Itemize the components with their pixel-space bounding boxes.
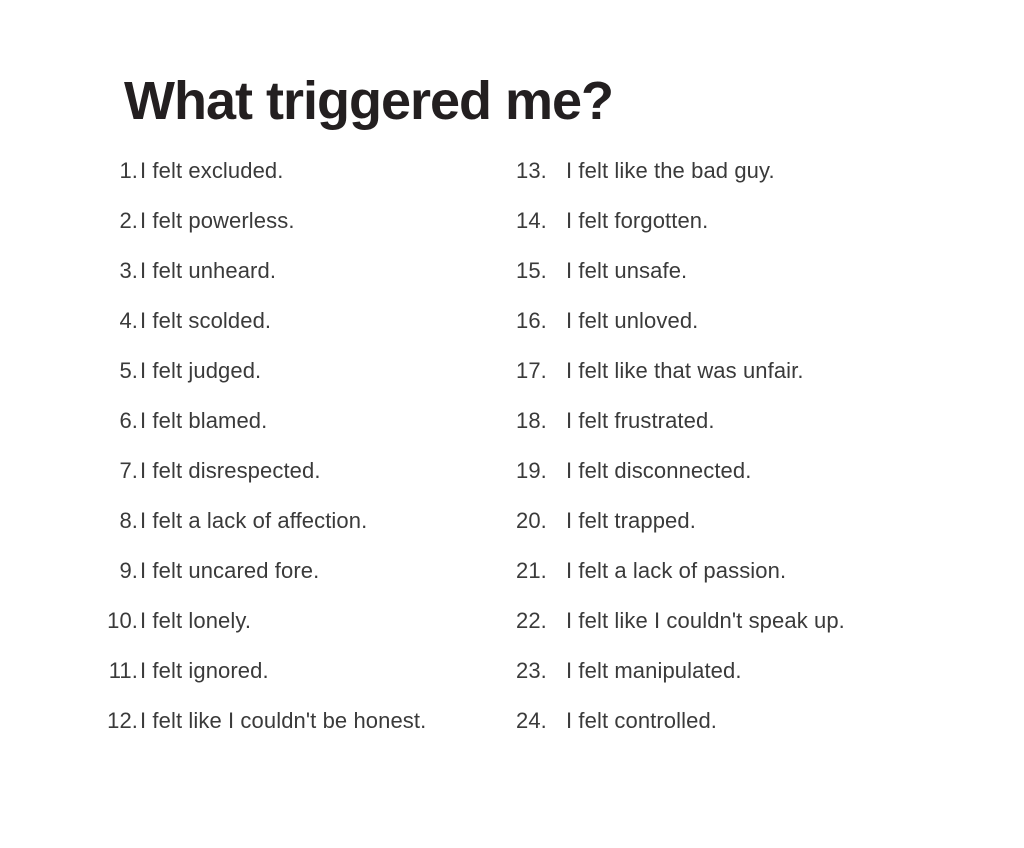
list-item-number: 6. bbox=[119, 408, 138, 433]
list-item bbox=[516, 358, 946, 408]
list-item-number: 21. bbox=[516, 558, 547, 583]
list-item bbox=[96, 608, 516, 658]
trigger-list-right-column bbox=[516, 158, 946, 758]
list-item bbox=[516, 658, 946, 708]
list-item bbox=[96, 708, 516, 758]
list-item-number: 5. bbox=[119, 358, 138, 383]
list-item bbox=[96, 258, 516, 308]
list-item-number: 19. bbox=[516, 458, 547, 483]
list-item bbox=[516, 408, 946, 458]
list-item bbox=[516, 508, 946, 558]
list-item-text: I felt frustrated. bbox=[566, 408, 715, 433]
list-item bbox=[96, 208, 516, 258]
list-item-text: I felt a lack of passion. bbox=[566, 558, 787, 583]
list-item-text: I felt unheard. bbox=[140, 258, 277, 283]
list-item-number: 11. bbox=[108, 658, 138, 683]
list-item-number: 9. bbox=[119, 558, 138, 583]
list-item bbox=[516, 158, 946, 208]
list-item bbox=[516, 608, 946, 658]
list-item-text: I felt like that was unfair. bbox=[566, 358, 804, 383]
list-item bbox=[96, 508, 516, 558]
page-title: What triggered me? bbox=[124, 71, 614, 131]
list-item-number: 17. bbox=[516, 358, 547, 383]
list-item bbox=[516, 708, 946, 758]
list-item-text: I felt excluded. bbox=[140, 158, 284, 183]
list-item-text: I felt like I couldn't be honest. bbox=[140, 708, 427, 733]
list-item-number: 14. bbox=[516, 208, 547, 233]
list-item bbox=[96, 558, 516, 608]
list-item-number: 24. bbox=[516, 708, 547, 733]
list-item-text: I felt like the bad guy. bbox=[566, 158, 775, 183]
list-item-text: I felt scolded. bbox=[140, 308, 272, 333]
list-item-text: I felt controlled. bbox=[566, 708, 717, 733]
list-item-text: I felt like I couldn't speak up. bbox=[566, 608, 845, 633]
list-item bbox=[96, 658, 516, 708]
list-item-number: 23. bbox=[516, 658, 547, 683]
list-item-text: I felt judged. bbox=[140, 358, 262, 383]
list-item-number: 20. bbox=[516, 508, 547, 533]
list-item-number: 12. bbox=[107, 708, 138, 733]
list-item-text: I felt ignored. bbox=[140, 658, 269, 683]
list-item bbox=[96, 458, 516, 508]
list-item bbox=[516, 308, 946, 358]
list-item bbox=[516, 458, 946, 508]
list-item-text: I felt forgotten. bbox=[566, 208, 709, 233]
list-item-number: 8. bbox=[119, 508, 138, 533]
list-item-text: I felt lonely. bbox=[140, 608, 252, 633]
list-item bbox=[516, 208, 946, 258]
trigger-list bbox=[96, 158, 946, 758]
list-item-text: I felt powerless. bbox=[140, 208, 295, 233]
list-item bbox=[96, 158, 516, 208]
list-item-number: 1. bbox=[119, 158, 138, 183]
list-item bbox=[96, 408, 516, 458]
list-item-number: 4. bbox=[119, 308, 138, 333]
list-item-text: I felt unsafe. bbox=[566, 258, 688, 283]
list-item-number: 15. bbox=[516, 258, 547, 283]
list-item-text: I felt uncared fore. bbox=[140, 558, 320, 583]
list-item-number: 16. bbox=[516, 308, 547, 333]
list-item-text: I felt manipulated. bbox=[566, 658, 742, 683]
list-item-text: I felt a lack of affection. bbox=[140, 508, 368, 533]
list-item-number: 2. bbox=[119, 208, 138, 233]
list-item-text: I felt unloved. bbox=[566, 308, 699, 333]
list-item-number: 7. bbox=[119, 458, 138, 483]
list-item-number: 3. bbox=[119, 258, 138, 283]
list-item-text: I felt disrespected. bbox=[140, 458, 321, 483]
list-item bbox=[516, 558, 946, 608]
list-item-number: 18. bbox=[516, 408, 547, 433]
list-item bbox=[96, 358, 516, 408]
list-item-text: I felt disconnected. bbox=[566, 458, 752, 483]
list-item bbox=[96, 308, 516, 358]
list-item-text: I felt trapped. bbox=[566, 508, 696, 533]
trigger-list-left-column bbox=[96, 158, 516, 758]
list-item-text: I felt blamed. bbox=[140, 408, 268, 433]
list-item bbox=[516, 258, 946, 308]
list-item-number: 10. bbox=[107, 608, 138, 633]
list-item-number: 13. bbox=[516, 158, 547, 183]
list-item-number: 22. bbox=[516, 608, 547, 633]
